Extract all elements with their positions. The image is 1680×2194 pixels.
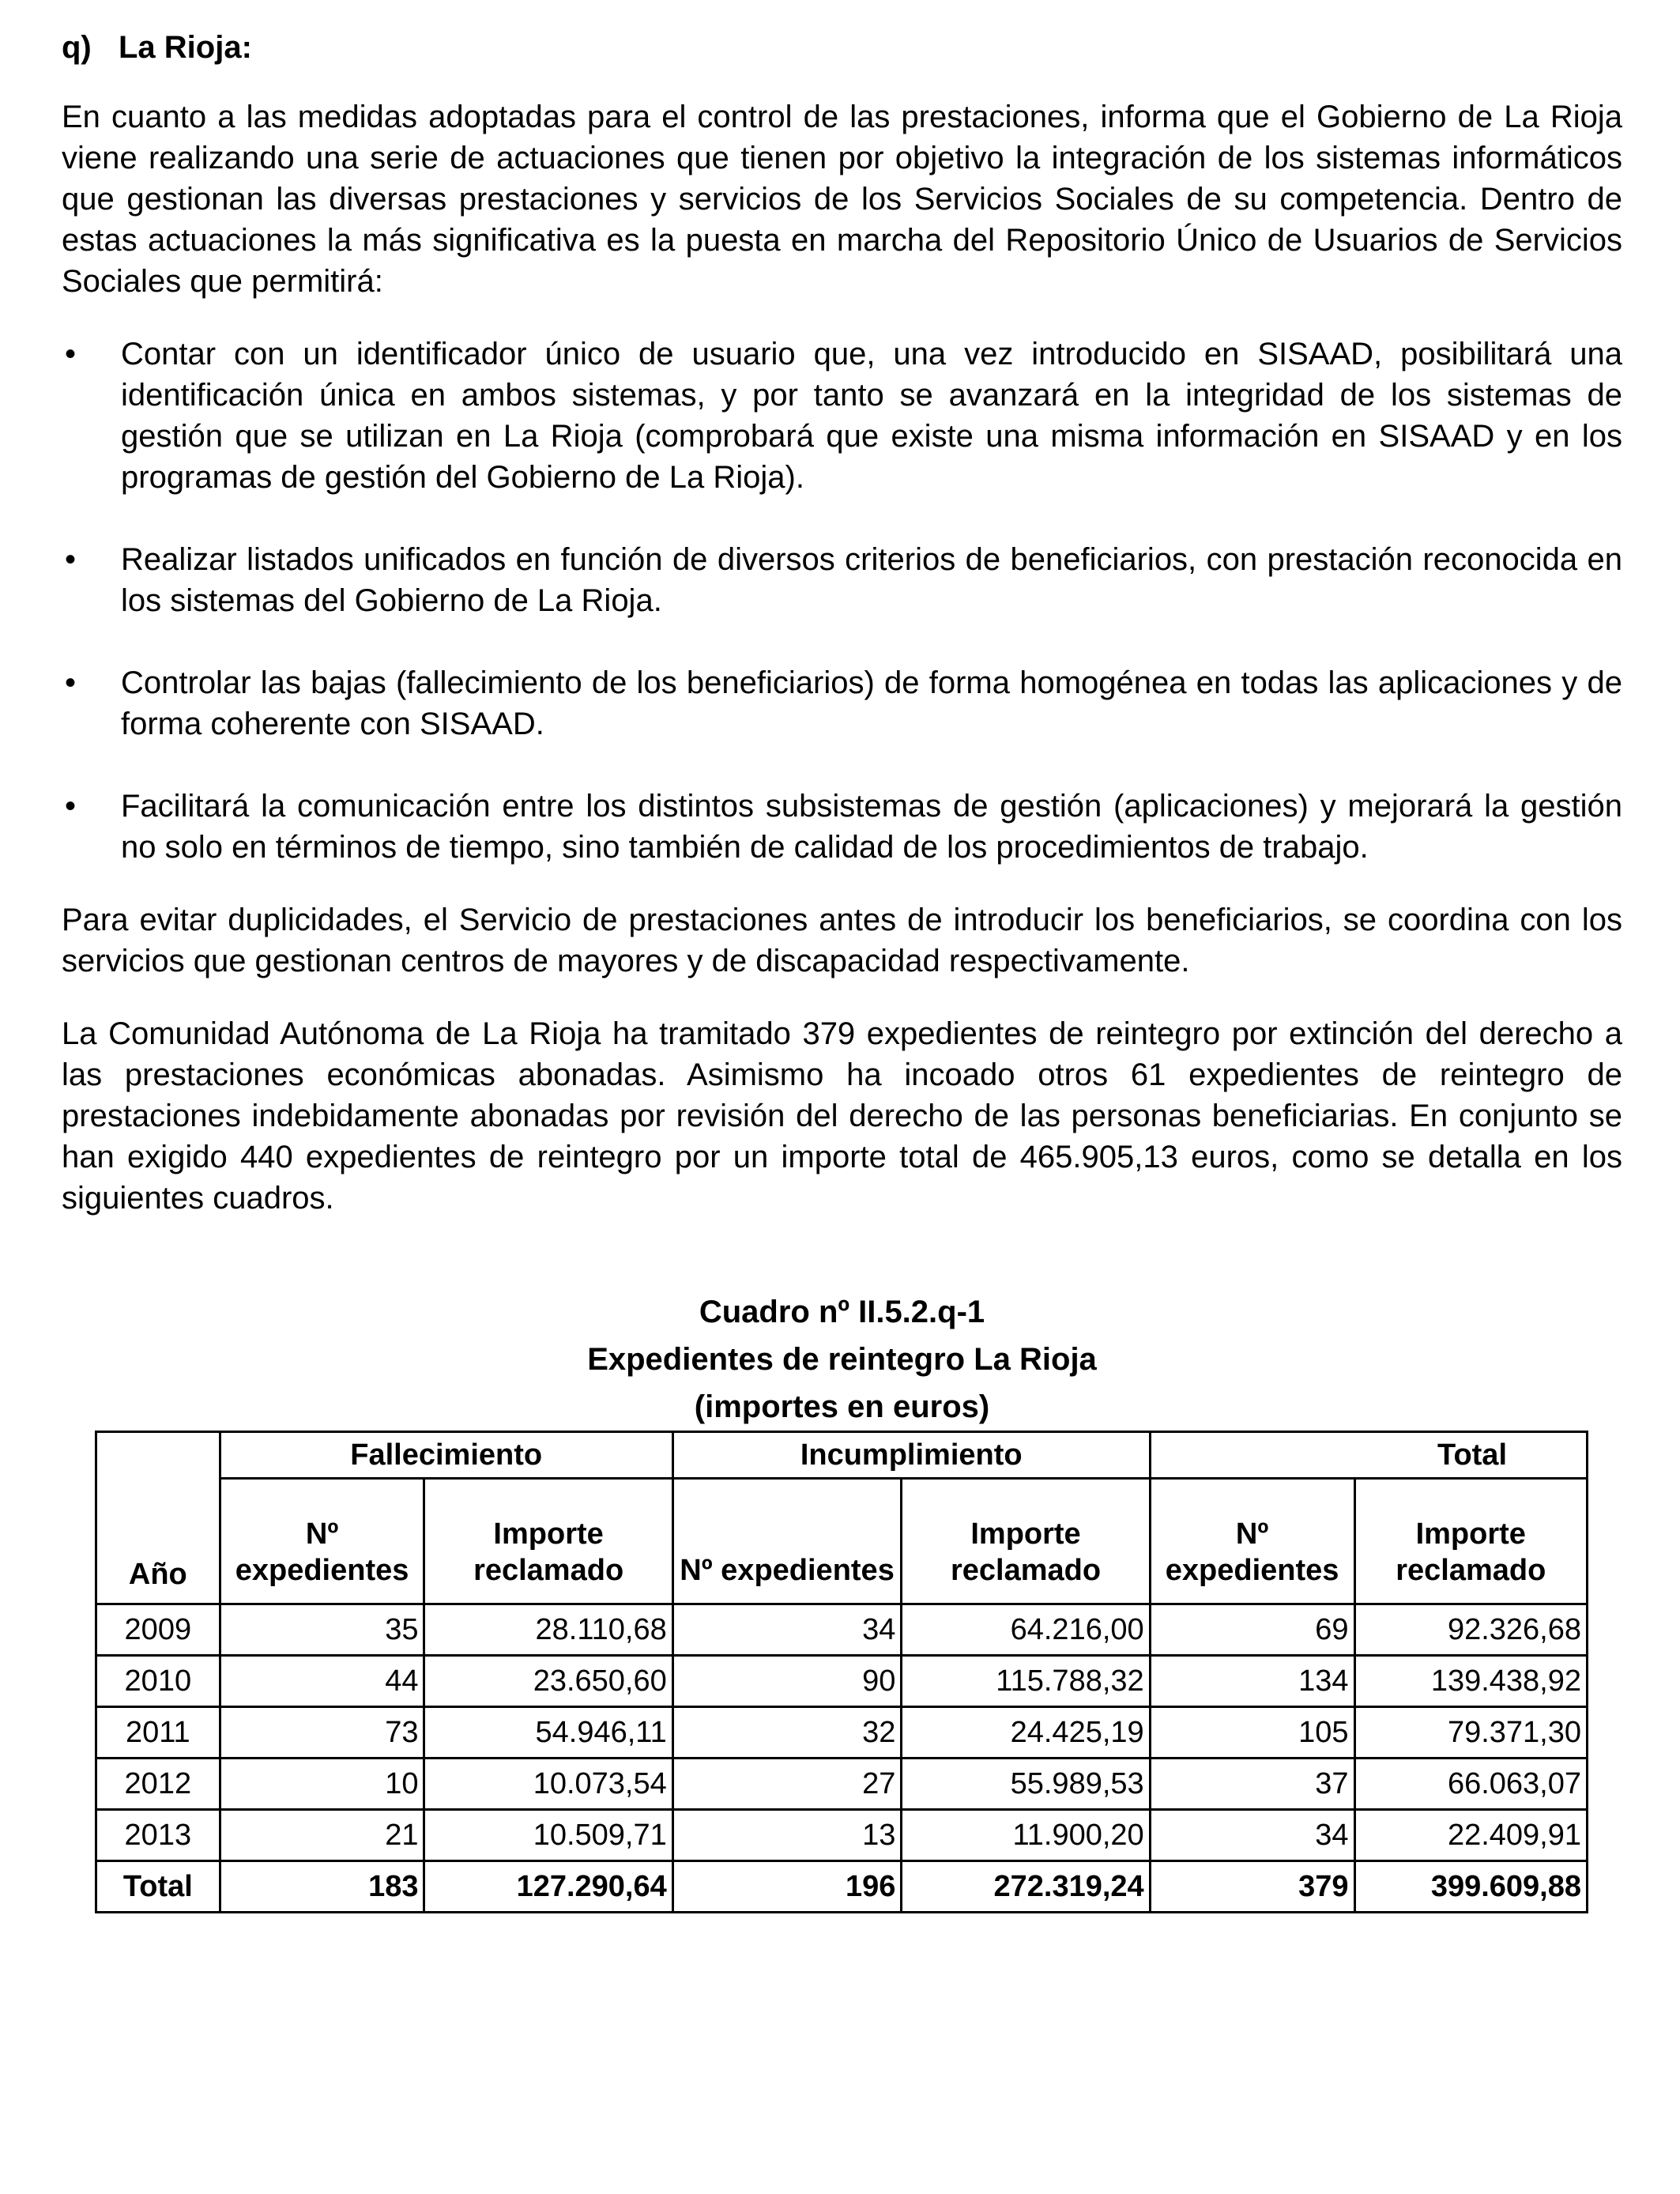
fallecimiento-amount: 23.650,60 xyxy=(424,1656,672,1707)
document-page xyxy=(62,28,1622,1913)
incumplimiento-amount: 55.989,53 xyxy=(902,1759,1150,1810)
fallecimiento-count: 10 xyxy=(220,1759,424,1810)
column-header-count: Nº expedientes xyxy=(220,1479,424,1604)
year-cell: 2009 xyxy=(96,1604,220,1656)
table-title: Expedientes de reintegro La Rioja xyxy=(587,1342,1097,1377)
table-caption xyxy=(62,1288,1622,1431)
table-number: Cuadro nº II.5.2.q-1 xyxy=(699,1295,985,1329)
intro-paragraph: En cuanto a las medidas adoptadas para el control de las prestaciones, informa que el Gobierno de La Rioja viene realizando una serie de actuaciones que tienen por objetivo la integración de los sistemas informáticos que gestionan las diversas prestaciones y servicios de los Servicios Sociales de su competencia. Dentro de estas actuaciones la más significativa es la puesta en marcha del Repositorio Único de Usuarios de Servicios Sociales que permitirá: xyxy=(62,100,1622,299)
column-header-amount: Importe reclamado xyxy=(424,1479,672,1604)
table-total-row xyxy=(96,1861,1588,1913)
incumplimiento-amount: 11.900,20 xyxy=(902,1810,1150,1861)
total-count: 134 xyxy=(1150,1656,1354,1707)
incumplimiento-count: 32 xyxy=(672,1707,902,1759)
bullet-dot: • xyxy=(65,665,77,700)
column-header-count: Nº expedientes xyxy=(1150,1479,1354,1604)
section-heading xyxy=(62,28,1622,66)
total-count: 105 xyxy=(1150,1707,1354,1759)
column-header-count: Nº expedientes xyxy=(672,1479,902,1604)
incumplimiento-amount: 64.216,00 xyxy=(902,1604,1150,1656)
incumplimiento-count: 196 xyxy=(672,1861,902,1913)
table-row xyxy=(96,1604,1588,1656)
total-count: 34 xyxy=(1150,1810,1354,1861)
total-amount: 399.609,88 xyxy=(1354,1861,1588,1913)
incumplimiento-count: 27 xyxy=(672,1759,902,1810)
year-header: Año xyxy=(96,1432,220,1604)
reimbursement-paragraph: La Comunidad Autónoma de La Rioja ha tramitado 379 expedientes de reintegro por extinción del derecho a las prestaciones económicas abonadas. Asimismo ha incoado otros 61 expedientes de reintegro de prestaciones indebidamente abonadas por revisión del derecho de las personas beneficiarias. En conjunto se han exigido 440 expedientes de reintegro por un importe total de 465.905,13 euros, como se detalla en los siguientes cuadros. xyxy=(62,1016,1622,1216)
fallecimiento-amount: 127.290,64 xyxy=(424,1861,672,1913)
year-cell: 2011 xyxy=(96,1707,220,1759)
bullet-item: • Controlar las bajas (fallecimiento de los beneficiarios) de forma homogénea en todas las aplicaciones y de forma coherente con SISAAD. xyxy=(62,662,1622,745)
fallecimiento-amount: 28.110,68 xyxy=(424,1604,672,1656)
year-cell: 2012 xyxy=(96,1759,220,1810)
incumplimiento-amount: 272.319,24 xyxy=(902,1861,1150,1913)
table-units: (importes en euros) xyxy=(694,1389,990,1424)
fallecimiento-count: 21 xyxy=(220,1810,424,1861)
section-letter: q) xyxy=(62,30,92,65)
fallecimiento-count: 183 xyxy=(220,1861,424,1913)
year-cell: Total xyxy=(96,1861,220,1913)
reimbursement-table xyxy=(95,1431,1588,1913)
total-amount: 92.326,68 xyxy=(1354,1604,1588,1656)
fallecimiento-count: 73 xyxy=(220,1707,424,1759)
fallecimiento-amount: 10.073,54 xyxy=(424,1759,672,1810)
incumplimiento-amount: 115.788,32 xyxy=(902,1656,1150,1707)
column-header-amount: Importe reclamado xyxy=(902,1479,1150,1604)
fallecimiento-count: 35 xyxy=(220,1604,424,1656)
incumplimiento-amount: 24.425,19 xyxy=(902,1707,1150,1759)
table-row xyxy=(96,1810,1588,1861)
incumplimiento-count: 90 xyxy=(672,1656,902,1707)
fallecimiento-amount: 10.509,71 xyxy=(424,1810,672,1861)
bullet-dot: • xyxy=(65,789,77,824)
incumplimiento-count: 34 xyxy=(672,1604,902,1656)
column-header-amount: Importe reclamado xyxy=(1354,1479,1588,1604)
total-count: 379 xyxy=(1150,1861,1354,1913)
bullet-item: • Facilitará la comunicación entre los distintos subsistemas de gestión (aplicaciones) y mejorará la gestión no solo en términos de tiempo, sino también de calidad de los procedimientos de trabajo. xyxy=(62,786,1622,868)
total-count: 69 xyxy=(1150,1604,1354,1656)
section-title: La Rioja: xyxy=(119,30,252,65)
total-amount: 66.063,07 xyxy=(1354,1759,1588,1810)
year-cell: 2010 xyxy=(96,1656,220,1707)
total-amount: 139.438,92 xyxy=(1354,1656,1588,1707)
fallecimiento-amount: 54.946,11 xyxy=(424,1707,672,1759)
year-cell: 2013 xyxy=(96,1810,220,1861)
bullet-item: • Realizar listados unificados en función de diversos criterios de beneficiarios, con prestación reconocida en los sistemas del Gobierno de La Rioja. xyxy=(62,539,1622,621)
group-header-total: Total xyxy=(1150,1432,1587,1479)
fallecimiento-count: 44 xyxy=(220,1656,424,1707)
table-row xyxy=(96,1707,1588,1759)
bullet-list xyxy=(62,334,1622,868)
total-count: 37 xyxy=(1150,1759,1354,1810)
table-body xyxy=(96,1604,1588,1913)
table-row xyxy=(96,1656,1588,1707)
incumplimiento-count: 13 xyxy=(672,1810,902,1861)
bullet-item: • Contar con un identificador único de usuario que, una vez introducido en SISAAD, posibilitará una identificación única en ambos sistemas, y por tanto se avanzará en la integridad de los sistemas de gestión que se utilizan en La Rioja (comprobará que existe una misma información en SISAAD y en los programas de gestión del Gobierno de La Rioja). xyxy=(62,334,1622,498)
table-row xyxy=(96,1759,1588,1810)
group-header-fallecimiento: Fallecimiento xyxy=(220,1432,672,1479)
bullet-dot: • xyxy=(65,337,77,371)
bullet-dot: • xyxy=(65,542,77,577)
total-amount: 79.371,30 xyxy=(1354,1707,1588,1759)
duplicities-paragraph: Para evitar duplicidades, el Servicio de prestaciones antes de introducir los beneficiarios, se coordina con los servicios que gestionan centros de mayores y de discapacidad respectivamente. xyxy=(62,903,1622,978)
total-amount: 22.409,91 xyxy=(1354,1810,1588,1861)
group-header-incumplimiento: Incumplimiento xyxy=(672,1432,1150,1479)
